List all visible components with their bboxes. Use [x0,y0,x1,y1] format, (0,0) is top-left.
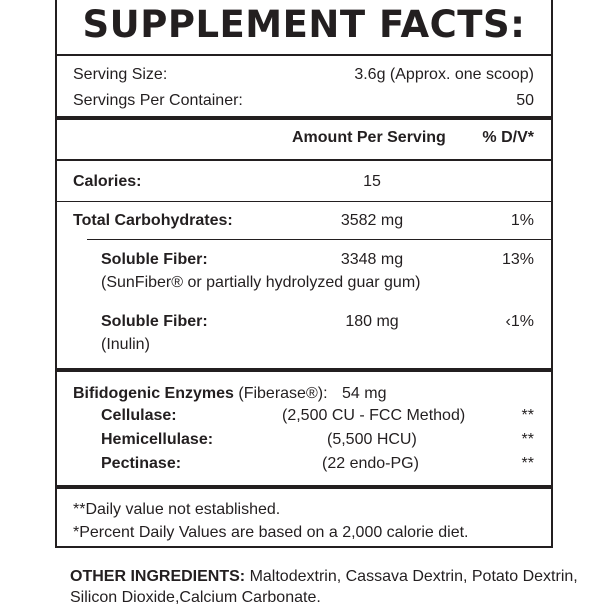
soluble-fiber-source: (Inulin) [101,336,150,353]
total-carbs-label: Total Carbohydrates: [73,212,233,229]
enzymes-label-normal: (Fiberase®): [238,385,328,402]
footnote-percent-daily: *Percent Daily Values are based on a 2,000 calorie diet. [73,524,469,541]
servings-per-container-value: 50 [516,92,534,109]
enzyme-value: (22 endo-PG) [322,455,419,472]
daily-value-header: % D/V* [482,129,534,146]
servings-per-container-label: Servings Per Container: [73,92,243,109]
soluble-fiber-amount: 180 mg [345,313,399,330]
panel-title: SUPPLEMENT FACTS: [82,3,526,46]
thick-divider [57,368,551,372]
enzymes-amount: 54 mg [342,385,387,402]
serving-size-label: Serving Size: [73,66,168,83]
total-carbs-dv: 1% [510,212,534,229]
enzyme-dv: ** [521,431,534,448]
soluble-fiber-dv: 13% [501,251,534,268]
amount-per-serving-header: Amount Per Serving [292,129,446,146]
supplement-facts-panel [55,0,553,548]
enzyme-value: (2,500 CU - FCC Method) [282,407,466,424]
divider [57,159,551,161]
divider [57,54,551,56]
enzyme-name: Pectinase: [101,455,182,472]
soluble-fiber-source: (SunFiber® or partially hydrolyzed guar gum) [101,274,421,291]
footnote-daily-value: **Daily value not established. [73,501,281,518]
soluble-fiber-amount: 3348 mg [340,251,404,268]
divider [87,239,551,240]
enzyme-name: Hemicellulase: [101,431,214,448]
enzyme-value: (5,500 HCU) [327,431,417,448]
thick-divider [57,116,551,120]
thick-divider [57,485,551,489]
calories-label: Calories: [73,173,142,190]
soluble-fiber-label: Soluble Fiber: [101,313,208,330]
enzymes-label-bold: Bifidogenic Enzymes [73,385,234,402]
enzyme-dv: ** [521,455,534,472]
soluble-fiber-dv: ‹1% [505,313,534,330]
calories-amount: 15 [363,173,381,190]
enzyme-dv: ** [521,407,534,424]
other-ingredients-label: OTHER INGREDIENTS: [70,568,246,585]
serving-size-value: 3.6g (Approx. one scoop) [354,66,534,83]
enzyme-name: Cellulase: [101,407,177,424]
divider [57,201,551,202]
other-ingredients [70,566,590,608]
enzymes-label [73,384,328,404]
total-carbs-amount: 3582 mg [340,212,404,229]
other-ingredients-text: Maltodextrin, Cassava Dextrin, Potato Dextrin, Silicon Dioxide,Calcium Carbonate. [70,568,578,606]
soluble-fiber-label: Soluble Fiber: [101,251,208,268]
